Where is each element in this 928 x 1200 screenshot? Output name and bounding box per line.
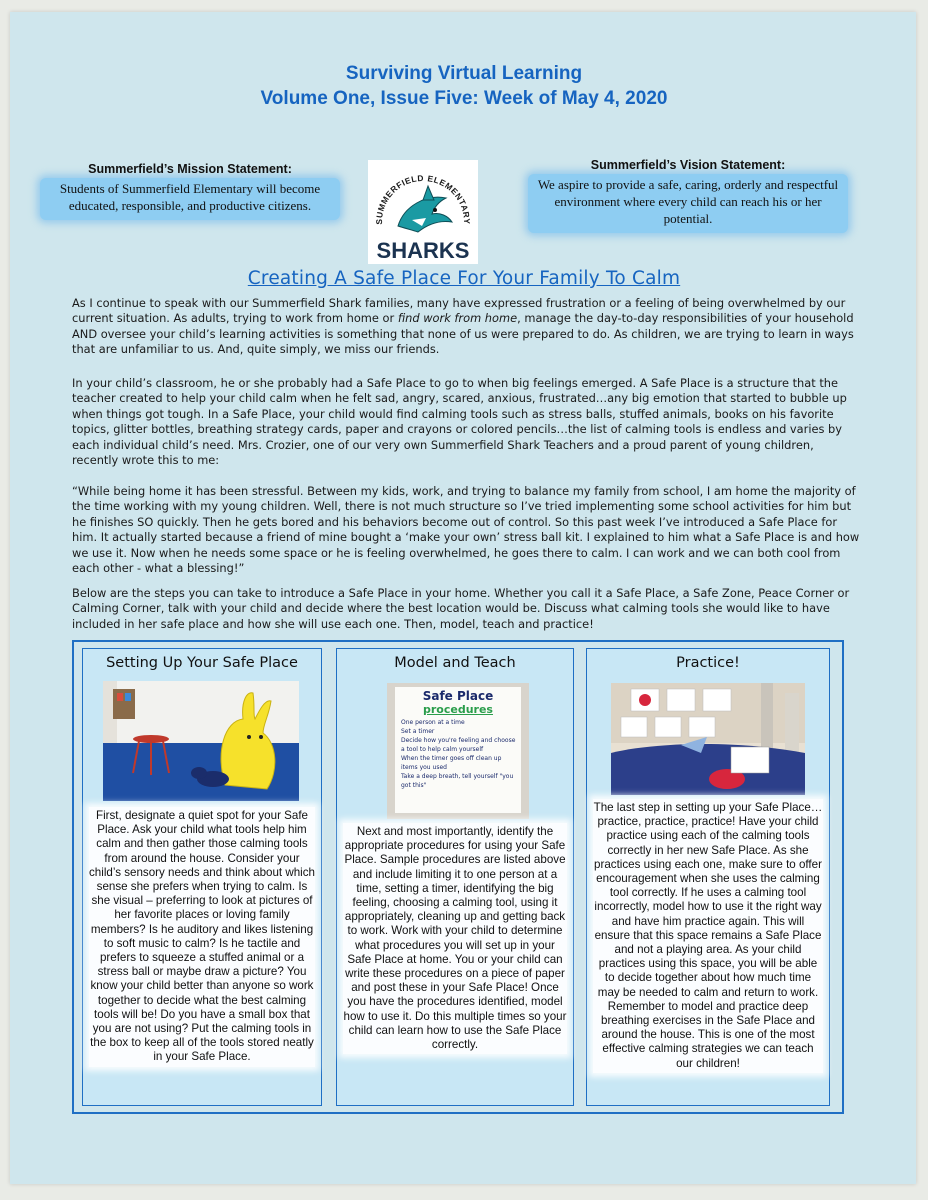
poster-step: Decide how you're feeling and choose a tool to help calm yourself [401, 737, 516, 753]
procedures-poster-photo [387, 683, 529, 819]
article-heading: Creating A Safe Place For Your Family To Calm [247, 268, 681, 289]
column-body-text: The last step in setting up your Safe Place…practice, practice, practice! Have your child practice using each of the calming tools correctly in her new Safe Place. As she practices using each one, make sure to offer encouragement when she uses the calming tool correctly. If he uses a calming tool incorrectly, model how to use it the right way and have him practice again. This will ensure that this space remains a Safe Place and not a playing area. As your child practices using this space, you will be able to decide together about how much time may be needed to calm and return to work. Remember to model and practice deep breathing exercises in the Safe Place and around the house. This is one of the most effective calming strategies we can teach our children! [593, 799, 823, 1073]
intro-paragraph [72, 296, 862, 358]
column-title: Setting Up Your Safe Place [106, 655, 298, 671]
poster-list [401, 718, 517, 790]
column-practice [586, 648, 830, 1106]
safe-place-corner-photo [103, 681, 299, 801]
classroom-paragraph: In your child’s classroom, he or she probably had a Safe Place to go to when big feelings emerged. A Safe Place is a structure that the teacher created to help your child calm when he felt sad, angry, scared, anxious, frustrated…any big emotion that started to bubble up when things got tough. In a Safe Place, your child would find calming tools such as stress balls, stuffed animals, books on his favorite topics, glitter bottles, breathing strategy cards, paper and crayons or colored pencils…the list of calming tools is endless and varies by each individual child’s need. Mrs. Crozier, one of our very own Summerfield Shark Teachers and a proud parent of young children, recently wrote this to me: [72, 376, 847, 468]
intro-italic-phrase: find work from home [397, 311, 518, 326]
column-body [89, 807, 315, 1067]
column-setting-up [82, 648, 322, 1106]
intro-text-start: As I continue to speak with our Summerfield Shark families, many have expressed frustration or a feeling of being overwhelmed by our current situation. As adults, trying to work from home or [72, 296, 846, 326]
poster-step: One person at a time [401, 719, 465, 726]
vision-text: We aspire to provide a safe, caring, orderly and respectful environment where every child can reach his or her potential. [528, 174, 848, 233]
vision-heading: Summerfield’s Vision Statement: [590, 158, 786, 172]
column-title: Practice! [676, 655, 740, 671]
column-body-text: First, designate a quiet spot for your Safe Place. Ask your child what tools help him calm and then gather those calming tools from around the house. Consider your child’s sensory needs and think about which sense she prefers when trying to calm. Is she visual – preferring to look at pictures of her favorite places or loving family members? Is he auditory and likes listening to soft music to calm? Is he tactile and prefers to squeeze a stuffed animal or a stress ball or maybe draw a picture? You know your child better than anyone so work together to decide what the best calming tools will be! Do you have a small box that you are not using? Put the calming tools in the box to keep all of the tools stored neatly in your Safe Place. [89, 807, 315, 1067]
newsletter-title: Surviving Virtual Learning [345, 63, 583, 84]
column-body [343, 823, 567, 1054]
column-title: Model and Teach [394, 655, 516, 671]
logo-arc-text: SUMMERFIELD ELEMENTARY [373, 172, 473, 225]
poster-step: Take a deep breath, tell yourself "you got this" [401, 773, 514, 789]
issue-line: Volume One, Issue Five: Week of May 4, 2020 [260, 88, 668, 109]
column-body-text: Next and most importantly, identify the appropriate procedures for using your Safe Place. Sample procedures are listed above and include limiting it to one person at a time, setting a timer, identifying the big feeling, choosing a calming tool, using it appropriately, cleaning up and getting back to work. Work with your child to determine what procedures you will set up in your Safe Place at home. You or your child can write these procedures on a piece of paper and post these in your Safe Place! Once you have the procedures identified, model how to use it. Do this multiple times so your child can learn how to use the Safe Place correctly. [343, 823, 567, 1054]
poster-subtitle: procedures [423, 703, 493, 716]
logo-team-name: SHARKS [376, 238, 470, 263]
teacher-quote: “While being home it has been stressful. Between my kids, work, and trying to balance my family from school, I am home the majority of the time working with my young children. Well, there is not much structure so I’ve tried implementing some school activities for him but he finishes SO quickly. Then he gets bored and his behaviors become out of control. So this past week I’ve introduced a Safe Place for him. It actually started because a friend of mine bought a ‘make your own’ stress ball kit. I explained to him what a Safe Place is and how we use it. Now when he needs some space or he is feeling overwhelmed, he goes there to calm. I can work and we can both cool from each other - what a blessing!” [72, 484, 860, 576]
poster [395, 687, 521, 813]
calming-tools-photo [611, 683, 805, 795]
poster-title: Safe Place [422, 689, 494, 703]
steps-paragraph: Below are the steps you can take to introduce a Safe Place in your home. Whether you call it a Safe Place, a Safe Zone, Peace Corner or Calming Corner, talk with your child and decide where the best location would be. Discuss what calming tools she would like to have included in her safe place and how she will use each one. Then, model, teach and practice! [72, 586, 850, 631]
shark-mascot-icon [368, 160, 478, 264]
poster-step: Set a timer [401, 728, 435, 735]
mission-statement [40, 160, 340, 220]
mission-text: Students of Summerfield Elementary will become educated, responsible, and productive citizens. [40, 178, 340, 220]
school-logo [368, 160, 478, 264]
vision-statement [528, 156, 848, 233]
mission-heading: Summerfield’s Mission Statement: [88, 162, 292, 176]
steps-columns [72, 640, 844, 1114]
column-model-teach [336, 648, 574, 1106]
column-body [593, 799, 823, 1073]
intro-text-end: , manage the day-to-day responsibilities of your household AND oversee your child’s learning activities is something that none of us were prepared to do. As children, we are trying to learn in ways that are unfamiliar to us. And, quite simply, we miss our friends. [72, 311, 854, 357]
poster-step: When the timer goes off clean up items you used [401, 755, 502, 771]
